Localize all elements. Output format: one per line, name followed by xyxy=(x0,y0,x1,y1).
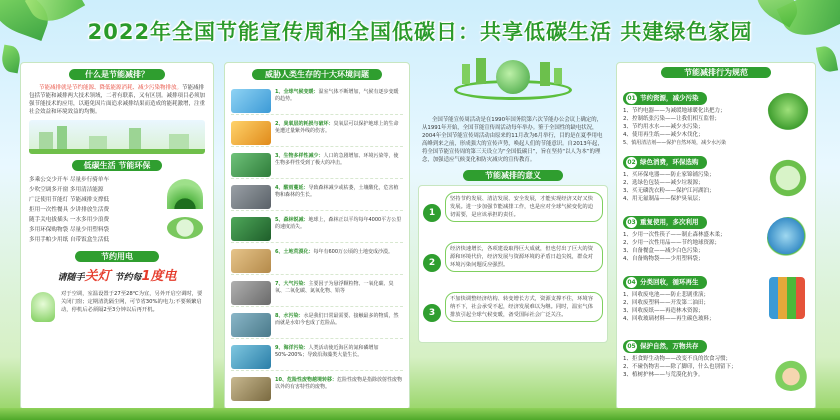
threat-thumb xyxy=(231,249,271,273)
threat-desc: 臭氧层可以保护地球上的生命免遭过量紫外线的伤害。 xyxy=(275,121,399,134)
lowcarbon-line: 拒用一次性餐具 少讲排放生活费 xyxy=(29,207,110,213)
threat-item xyxy=(231,247,403,275)
threat-desc: 水是我们日常最需要、接触最多的物质，然而就是水如今也成了危险品。 xyxy=(275,313,399,326)
page-title: 2022年全国节能宣传周和全国低碳日：共享低碳生活 共建绿色家园 xyxy=(87,20,753,44)
section-list: 1、节约电器——为减缓地球暖化出把力； 2、控制纸张污染——让我们相互监督； 3、节约用水水——减少水污染； 4、使用再生纸——减少木伐化； 5、慎用清洁剂——保护自然环境，减少水污染 xyxy=(623,108,727,146)
threat-thumb xyxy=(231,153,271,177)
threat-thumb xyxy=(231,217,271,241)
threat-item xyxy=(231,183,403,211)
threat-name: 10、危险性废物越境转移： xyxy=(275,377,337,383)
section-header: 05 保护自然，万物共存 xyxy=(623,340,707,353)
lowcarbon-line: 广泛使用节能灯 节能减排支撑低 xyxy=(29,197,110,203)
lowcarbon-line: 多用手帕少用纸 自带饭盒生活低 xyxy=(29,237,110,243)
leaf-decoration xyxy=(816,45,838,74)
point-text: 坚持节约发展、清洁发展、安全发展，才能实现经济又好又快发展。进一步加强节能减排工作，也是应对全球气候变化的迫切需要，是应该承担的责任。 xyxy=(445,192,603,222)
slogan-pre: 请随手 xyxy=(57,273,85,283)
trash-bin-icon xyxy=(769,277,805,319)
intro-text xyxy=(21,80,213,116)
threat-name: 3、生物多样性减少： xyxy=(275,153,324,159)
power-slogan xyxy=(21,264,213,290)
leaf-decoration xyxy=(0,45,22,74)
threat-desc: 主要因子为悬浮颗粒物、一氧化碳、臭氧、二氧化碳、氮氧化物、铅等 xyxy=(275,281,394,294)
threat-item xyxy=(231,343,403,371)
threat-name: 5、森林锐减： xyxy=(275,217,309,223)
section-header: 02 绿色消费，环保选购 xyxy=(623,156,707,169)
slogan-end: 1度电 xyxy=(141,269,177,284)
week-intro-text: 全国节能宣传周活动是在1990年国务院第六次节能办公会议上确定的，从1991年开始，全国节能宣传周活动每年举办。鉴于全国性的缺电状况，2004年全国节能宣传周活动由原来的11月改为6月举行，目的是在夏季用电高峰到来之前，形成强大的宣传声势，唤起人们的节能意识。自2013年起，将全国节能宣传周的第三天设立为“全国低碳日”，旨在坚持“以人为本”的理念，加强适应气候变化和防灾减灾的宣传教育。 xyxy=(422,117,603,163)
conduct-section xyxy=(623,333,809,405)
threat-desc: 导致森林减少或枯萎，土壤酸化，危害植物和森林的生长。 xyxy=(275,185,399,198)
threat-thumb xyxy=(231,185,271,209)
city-illustration xyxy=(29,120,205,154)
section-list: 1、拒食野生动物——改变不良的饮食习惯； 2、不碰伤物害——除了脚印，什么也别留下； 3、植树护林——与荒漠化抗争。 xyxy=(623,356,737,378)
lowcarbon-heading: 低碳生活 节能环保 xyxy=(72,160,162,171)
threat-desc: 温室气体不断增加，气候有逐步变暖的趋势。 xyxy=(275,89,399,102)
threat-item xyxy=(231,87,403,115)
threat-thumb xyxy=(231,89,271,113)
what-is-heading: 什么是节能减排？ xyxy=(69,69,165,80)
lowcarbon-list xyxy=(29,175,157,245)
earth-icon xyxy=(767,217,809,259)
conduct-section xyxy=(623,269,809,325)
section-list: 1、买环保电器——防止家锦铺污染； 2、选绿色包装——减少垃圾源； 3、买无磷洗衣粉——保护江河湖泊； 4、用无氟制品——保护臭氧层； xyxy=(623,172,715,202)
threat-thumb xyxy=(231,345,271,369)
lowcarbon-line: 少吹空调多开窗 多用清洁能源 xyxy=(29,187,104,193)
threat-name: 8、水污染： xyxy=(275,313,304,319)
lightbulb-icon xyxy=(31,292,55,322)
power-text: 对于空调，室温设置于27至28℃为宜，另外开启空调时，要关闭门窗；定期清洗隔尘网，可节省30%的电力;不要频繁启动，停机后必须隔2至3分钟以后再开机。 xyxy=(61,291,203,313)
intro-red-text: 节能减排就是节约能源、降低能源消耗、减少污染物排放。 xyxy=(39,85,183,91)
threat-thumb xyxy=(231,377,271,401)
threat-item xyxy=(231,311,403,339)
threat-name: 6、土地荒漠化： xyxy=(275,249,314,255)
section-header: 01 节约资源，减少污染 xyxy=(623,92,707,105)
significance-point xyxy=(423,242,603,288)
section-header: 03 重复使用，多次利用 xyxy=(623,216,707,229)
threat-desc: 每年有600万公顷的土地变成沙漠。 xyxy=(313,249,394,255)
threat-thumb xyxy=(231,121,271,145)
point-number: 3 xyxy=(423,304,441,322)
threat-item xyxy=(231,279,403,307)
section-header: 04 分类回收，循环再生 xyxy=(623,276,707,289)
plant-hand-icon xyxy=(773,355,809,391)
point-number: 1 xyxy=(423,204,441,222)
slogan-mid: 节约每 xyxy=(114,273,142,283)
conduct-heading: 节能减排行为规范 xyxy=(661,67,771,78)
significance-heading: 节能减排的意义 xyxy=(463,170,563,181)
threat-desc: 地球上，森林正以平均每年4000平方公里的速度消失。 xyxy=(275,217,402,230)
eco-globe-illustration xyxy=(418,50,608,116)
threat-name: 4、酸雨蔓延： xyxy=(275,185,309,191)
slogan-big: 关灯 xyxy=(84,269,111,284)
threat-thumb xyxy=(231,281,271,305)
conduct-section xyxy=(623,85,809,146)
conduct-section xyxy=(623,149,809,205)
center-area xyxy=(418,50,608,410)
threat-name: 7、大气污染： xyxy=(275,281,309,287)
lowcarbon-line: 随手关电拔插头 一水多用少浪费 xyxy=(29,217,110,223)
eco-car-icon xyxy=(167,217,203,239)
threat-name: 2、臭氧层的耗损与破坏： xyxy=(275,121,334,127)
tunnel-icon xyxy=(167,179,203,209)
middle-panel xyxy=(224,62,410,410)
significance-point xyxy=(423,192,603,238)
section-list: 1、回收废电池——防止悲剧重演； 2、回收废塑料——开发第二油田； 3、回收废纸——再造林木资源； 4、回收玻璃材料——再生碳色玻料； xyxy=(623,292,715,322)
grass-strip xyxy=(0,408,840,420)
threat-item xyxy=(231,119,403,147)
point-number: 2 xyxy=(423,254,441,272)
threat-desc: 人类活动使近海区的氮和磷增加50%-200%；导致沿海藻类大量生长。 xyxy=(275,345,379,358)
point-text: 不加快调整经济结构、转变增长方式，资源支撑不住，环境容纳不下，社会承受不起，经济发展难以为继。同时，温室气体排放引起全球气候变暖，备受国际社会广泛关注。 xyxy=(445,292,603,322)
threat-name: 9、海洋污染： xyxy=(275,345,309,351)
threat-item xyxy=(231,151,403,179)
left-panel xyxy=(20,62,214,410)
recycle-bag-icon xyxy=(767,157,809,199)
threat-item xyxy=(231,215,403,243)
right-panel xyxy=(616,62,816,410)
threat-item xyxy=(231,375,403,403)
threat-desc: 危险性废物是指除放射性废物以外的有害特性的废物。 xyxy=(275,377,402,390)
threats-heading: 威胁人类生存的十大环境问题 xyxy=(252,69,382,80)
power-heading: 节约用电 xyxy=(75,251,159,262)
lowcarbon-line: 多乘公交少开车 尽量步行骑单车 xyxy=(29,177,110,183)
significance-point xyxy=(423,292,603,340)
section-list: 1、少用一次性筷子——制止森林盛木柔； 2、少用一次性用品——节约地球资源； 3、自备餐盒——减少白色污染； 4、自备购物袋——少用塑料袋； xyxy=(623,232,726,262)
threat-name: 1、全球气候变暖： xyxy=(275,89,319,95)
conduct-section xyxy=(623,209,809,265)
threat-thumb xyxy=(231,313,271,337)
intro-rest-text: 节能减排包括节能和减排两大技术领域，二者有联系，又有区别。减排项目必须加强节能技术的应用，以避免因片面追求减排结果而造成的能耗激增，注重社会效益和环境效益的均衡。 xyxy=(29,85,206,115)
point-text: 经济快速增长，各项建设取得巨大成就，但也付出了巨大的资源和环境代价，经济发展与资源环境的矛盾日趋尖锐，群众对环境污染问题反应强烈。 xyxy=(445,242,603,272)
tree-icon xyxy=(767,93,809,135)
threat-desc: 人口的急剧增加、环境污染等，使生物多样性受到了极大的冲击。 xyxy=(275,153,399,166)
lowcarbon-line: 多用环保购物袋 尽量少用塑料袋 xyxy=(29,227,110,233)
